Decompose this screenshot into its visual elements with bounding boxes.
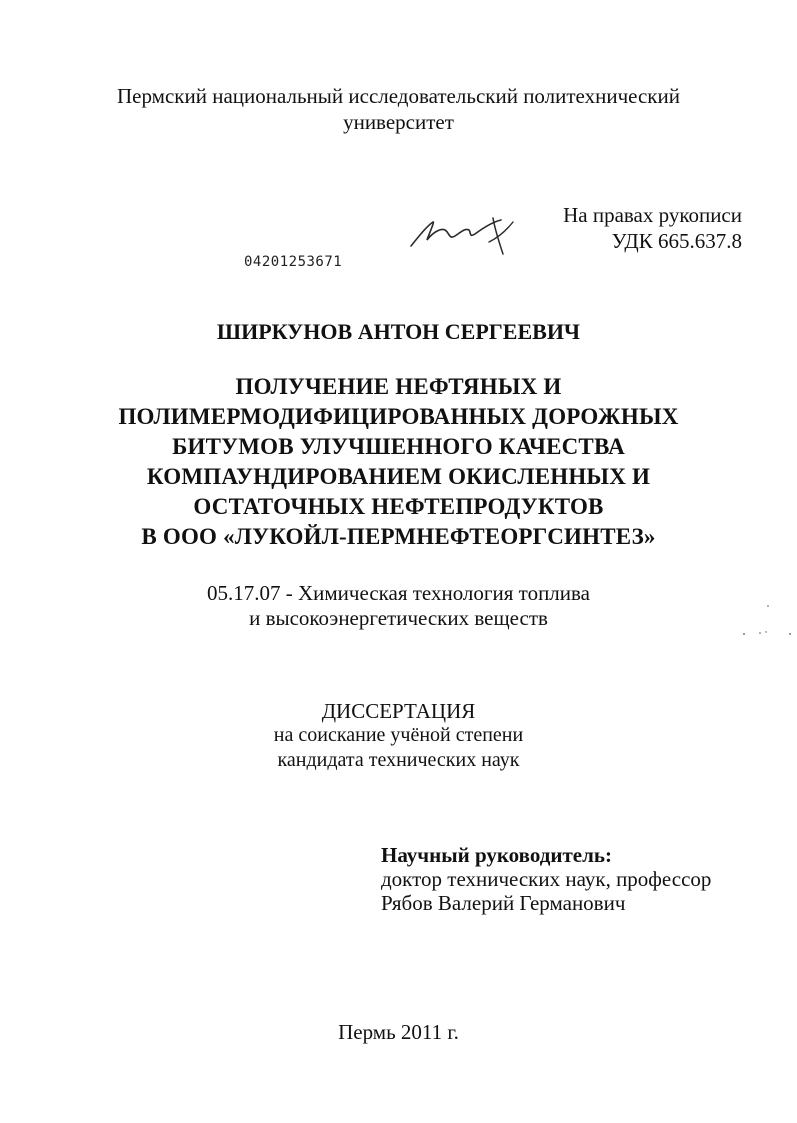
title-line-4: КОМПАУНДИРОВАНИЕМ ОКИСЛЕННЫХ И bbox=[146, 464, 651, 489]
title-line-2: ПОЛИМЕРМОДИФИЦИРОВАННЫХ ДОРОЖНЫХ bbox=[118, 404, 679, 429]
scan-specks bbox=[738, 602, 797, 642]
title-line-1: ПОЛУЧЕНИЕ НЕФТЯНЫХ И bbox=[235, 374, 562, 399]
title-line-3: БИТУМОВ УЛУЧШЕННОГО КАЧЕСТВА bbox=[172, 434, 625, 459]
supervisor-degree: доктор технических наук, профессор bbox=[381, 867, 712, 891]
supervisor-heading: Научный руководитель: bbox=[381, 843, 612, 867]
manuscript-rights: На правах рукописи bbox=[563, 203, 742, 227]
thesis-type: ДИССЕРТАЦИЯ bbox=[321, 699, 476, 723]
city-year: Пермь 2011 г. bbox=[338, 1020, 459, 1044]
supervisor-name: Рябов Валерий Германович bbox=[381, 891, 626, 915]
author-name: ШИРКУНОВ АНТОН СЕРГЕЕВИЧ bbox=[216, 319, 581, 344]
registration-number: 04201253671 bbox=[244, 254, 343, 270]
specialty-line-2: и высокоэнергетических веществ bbox=[249, 606, 548, 630]
title-line-5: ОСТАТОЧНЫХ НЕФТЕПРОДУКТОВ bbox=[193, 494, 604, 519]
institution-line-1: Пермский национальный исследовательский политехнический bbox=[117, 84, 680, 108]
title-line-6: В ООО «ЛУКОЙЛ-ПЕРМНЕФТЕОРГСИНТЕЗ» bbox=[141, 524, 656, 549]
signature-icon bbox=[405, 210, 535, 270]
thesis-line-1: на соискание учёной степени bbox=[273, 724, 524, 746]
thesis-line-2: кандидата технических наук bbox=[277, 749, 520, 771]
specialty-line-1: 05.17.07 - Химическая технология топлива bbox=[206, 581, 590, 605]
institution-line-2: университет bbox=[343, 110, 454, 134]
udk-code: УДК 665.637.8 bbox=[611, 229, 742, 253]
